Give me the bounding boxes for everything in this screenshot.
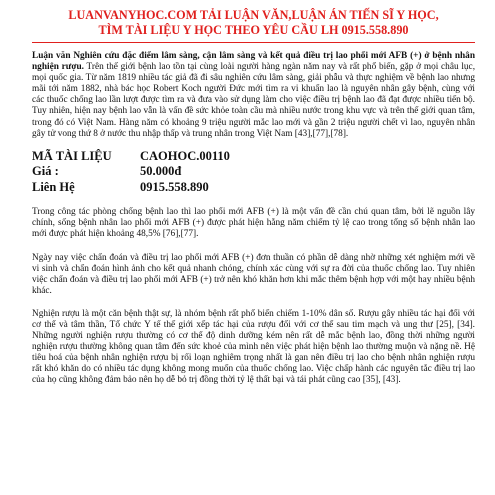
meta-code-row bbox=[32, 149, 475, 165]
meta-price-row bbox=[32, 164, 475, 180]
header-line-2: TÌM TÀI LIỆU Y HỌC THEO YÊU CẦU LH 0915.558.890 bbox=[98, 23, 409, 37]
price-label: Giá : bbox=[32, 164, 59, 179]
intro-paragraph bbox=[32, 51, 475, 140]
site-header bbox=[32, 8, 475, 43]
code-value: CAOHOC.00110 bbox=[140, 148, 230, 163]
contact-value: 0915.558.890 bbox=[140, 179, 209, 194]
body-paragraph-1: Trong công tác phòng chống bệnh lao thì lao phổi mới AFB (+) là một vấn đề cần chú quan tâm, bởi lẽ nguồn lây chính, sống bệnh nhân lao phổi mới AFB (+) được phát hiện hằng năm chiếm tỷ lệ cao trong tổng số bệnh nhân lao mới được phát hiện khoảng 48,5% [76],[77]. bbox=[32, 207, 475, 240]
body-paragraph-2: Ngày nay việc chẩn đoán và điều trị lao phổi mới AFB (+) đơn thuần có phần dễ dàng nhờ những xét nghiệm mới về vi sinh và chẩn đoán hình ảnh cho kết quả nhanh chóng, chính xác cùng với sự ra đời của thuốc chống lao. Tuy nhiên việc chẩn đoán và điều trị lao phổi mới AFB (+) trở nên khó khăn hơn khi mắc thêm bệnh hợp với một hay nhiều bệnh khác. bbox=[32, 252, 475, 296]
contact-label: Liên Hệ bbox=[32, 179, 75, 194]
header-line-1: LUANVANYHOC.COM TẢI LUẬN VĂN,LUẬN ÁN TIẾN SĨ Y HỌC, bbox=[68, 8, 439, 22]
code-label: MÃ TÀI LIỆU bbox=[32, 148, 112, 163]
meta-contact-row bbox=[32, 180, 475, 196]
intro-body: Trên thế giới bệnh lao tồn tại cùng loài người hàng ngàn năm nay và rất phổ biến, gặp ở mọi châu lục, mọi quốc gia. Từ năm 1819 nhiều tác giả đã đi sâu nghiên cứu lâm sàng, giải phẫu và thực nghiệm về bệnh lao nhưng mãi tới năm 1882, nhà bác học Robert Koch người Đức mới tìm ra vi khuẩn lao là nguyên nhân gây bệnh, cùng với các thuốc chống lao lần lượt được tìm ra và đưa vào sử dụng làm cho việc điều trị bệnh lao đã đạt được nhiều tiến bộ. Tuy nhiên, hiện nay bệnh lao vẫn là vấn đề sức khỏe toàn cầu mà nhiều nước trong khu vực và trên thế giới quan tâm, trong đó có Việt Nam. Hàng năm có khoảng 9 triệu người mắc lao mới và gần 2 triệu người chết vì lao, nguyên nhân gây tử vong thứ 8 ở nước thu nhập thấp và trung nhân trong Việt Nam [43],[77],[78]. bbox=[32, 62, 476, 139]
price-value: 50.000đ bbox=[140, 164, 182, 179]
header-divider bbox=[32, 42, 475, 43]
document-meta bbox=[32, 149, 475, 196]
thesis-title: Luận văn Nghiên cứu đặc điểm lâm sàng, cận lâm sàng và kết quả điều trị lao phổi mới AFB (+) ở bệnh nhân nghiện rượu. bbox=[32, 51, 475, 73]
body-paragraph-3: Nghiện rượu là một căn bệnh thật sự, là nhóm bệnh rất phổ biến chiếm 1-10% dân số. Rượu gây nhiều tác hại đối với cơ thể và tâm thần, Tổ chức Y tế thế giới xếp tác hại của rượu đối với cơ thể sau tim mạch và ung thư [25], [34]. Những người nghiện rượu thường có cơ thể độ dinh dưỡng kém nên rất dễ mắc bệnh lao, đồng thời những người nghiện rượu thường không quan tâm đến sức khoẻ của mình nên việc phát hiện bệnh lao thường muộn và nặng nề. Hệ tiêu hoá của bệnh nhân nghiện rượu bị rối loạn nghiêm trọng nhất là gan nên điều trị lao cho bệnh nhân nghiện rượu rất khó khăn do có nhiều tác dụng không mong muốn của thuốc chống lao. Việc chấp hành các nguyên tắc điều trị lao của họ cũng không đảm bảo nên họ dễ bỏ trị đồng thời tỷ lệ thất bại và tái phát cũng cao [35], [43]. bbox=[32, 308, 475, 386]
